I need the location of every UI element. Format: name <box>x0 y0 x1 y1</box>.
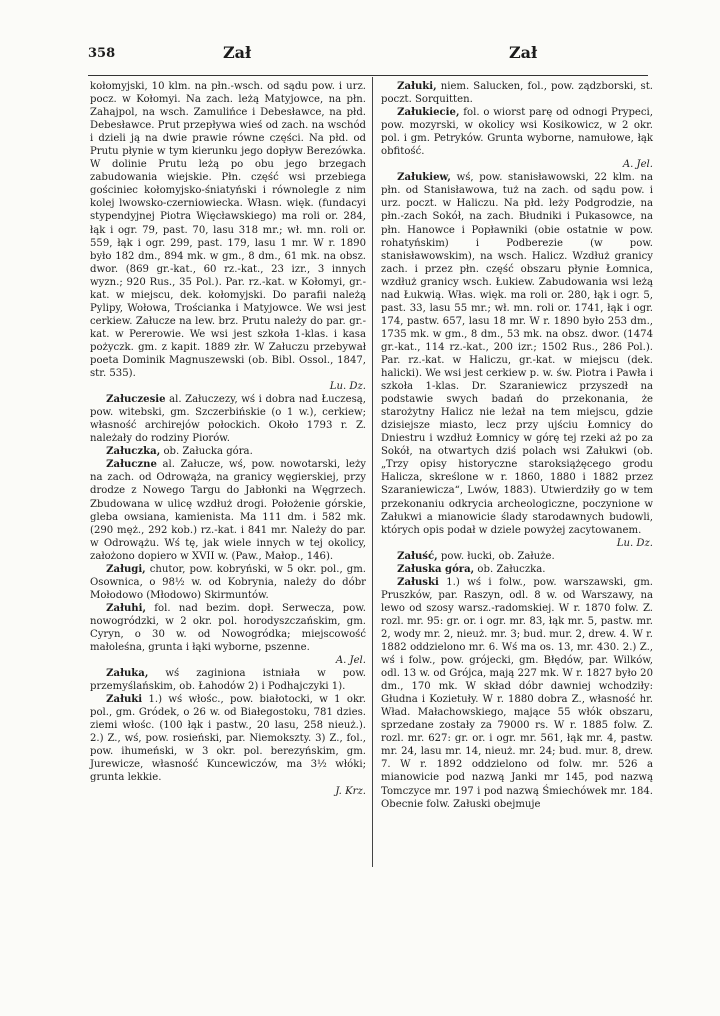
entry-headword: Załuczka, <box>106 446 161 458</box>
page-number: 358 <box>88 46 116 61</box>
running-head-left: Zał <box>223 43 252 62</box>
entry-headword: Załuski <box>397 576 439 588</box>
entry-signature: Lu. Dz. <box>616 537 653 549</box>
entry <box>90 80 366 380</box>
entry <box>381 80 653 106</box>
entry <box>90 458 366 562</box>
entry-headword: Załuska góra, <box>397 563 475 575</box>
entry <box>90 563 366 602</box>
entry <box>381 563 653 576</box>
entry <box>381 576 653 811</box>
entry-headword: Załugi, <box>106 563 146 575</box>
entry-text: fol. nad bezim. dopł. Serwecza, pow. nowogródzki, w 2 okr. pol. horodyszczańskim, gm. Cyryn, o 30 w. od Nowogródka; miejscowość małoleśna, grunta i łąki wyborne, pszenne. <box>90 602 366 654</box>
entry-headword: Załuki, <box>397 81 437 92</box>
right-column <box>381 80 653 811</box>
entry-headword: Załuczesie <box>106 394 166 406</box>
entry-headword: Załuka, <box>106 668 149 680</box>
entry <box>90 393 366 445</box>
entry <box>90 693 366 784</box>
entry <box>90 445 366 458</box>
entry-text: niem. Salucken, fol., pow. ządzborski, st. poczt. Sorquitten. <box>381 81 653 106</box>
entry-text: al. Załucze, wś, pow. nowotarski, leży na zach. od Odrowąża, na granicy węgierskiej, przy drodze z Nowego Targu do Jabłonki na Węgrzech. Zbudowana w ulicę wzdłuż drogi. Położenie górskie, gleba owsiana, kamienista. Ma 111 dm. i 582 mk. (290 męż., 292 kob.) rz.-kat. i 841 mr. Należy do par. w Odrowążu. Wś tę, jak wiele innych w tej okolicy, założono dopiero w XVII w. (Paw., Małop., 146). <box>90 459 366 562</box>
entry-text: ob. Załuczka. <box>477 563 546 575</box>
entry-signature: A. Jel. <box>622 159 653 171</box>
entry <box>381 106 653 158</box>
entry-headword: Załukiecie, <box>397 107 460 119</box>
entry-text: ob. Załucka góra. <box>163 446 253 458</box>
entry <box>381 171 653 536</box>
entry <box>90 667 366 693</box>
entry-headword: Załuczne <box>106 459 157 471</box>
header-rule <box>88 75 648 76</box>
entry-text: al. Załuczezy, wś i dobra nad Łuczesą, pow. witebski, gm. Szczerbińskie (o 1 w.), cerkiew; własność archirejów połockich. Około 1793 r. Z. należały do rodziny Piorów. <box>90 394 366 445</box>
entry-text: 1.) wś włośc., pow. białotocki, w 1 okr. pol., gm. Gródek, o 26 w. od Białegostoku, 781 dzies. ziemi włośc. (100 łąk i pastw., 20 lasu, 258 nieuż.). 2.) Z., wś, pow. rosieński, par. Niemokszty. 3) Z., fol., pow. ihumeński, w 3 okr. pol. berezyńskim, gm. Jurewicze, własność Kuncewiczów, ma 3½ włóki; grunta lekkie. <box>90 694 366 784</box>
entry-text: kołomyjski, 10 klm. na płn.-wsch. od sądu pow. i urz. pocz. w Kołomyi. Na zach. leżą Matyjowce, na płn. Zahajpol, na wsch. Zamulińce i Debesławce, na płd. Debesławce. Prut przepływa wieś od zach. na wschód i dzieli ją na dwie prawie równe części. Na płd. od Prutu płynie w tym kierunku jego dopływ Berezówka. W dolinie Prutu leżą po obu jego brzegach zabudowania wiejskie. Płn. część wsi przebiega gościniec kołomyjsko-śniatyński i równolegle z nim kolej lwowsko-czerniowiecka. Własn. więk. (fundacyi stypendyjnej Piotra Więcławskiego) ma roli or. 284, łąk i ogr. 79, past. 70, lasu 318 mr.; wł. mn. roli or. 559, łąk i ogr. 299, past. 179, lasu 1 mr. W r. 1890 było 182 dm., 894 mk. w gm., 8 dm., 61 mk. na obsz. dwor. (869 gr.-kat., 60 rz.-kat., 23 izr., 3 innych wyzn.; 920 Rus., 35 Pol.). Par. rz.-kat. w Kołomyi, gr.-kat. w miejscu, dek. kołomyjski. Do parafii należą Pylipy, Wołowa, Trościanka i Matyjowce. We wsi jest cerkiew. Załucze na lew. brz. Prutu należy do par. gr.-kat. w Pererowie. We wsi jest szkoła 1-klas. i kasa pożyczk. gm. z kapit. 1889 złr. W Załuczu przebywał poeta Dominik Magnuszewski (ob. Bibl. Ossol., 1847, str. 535). <box>90 81 366 380</box>
entry-text: chutor, pow. kobryński, w 5 okr. pol., gm. Osownica, o 98½ w. od Kobrynia, należy do dóbr Mołodowo (Młodowo) Skirmuntów. <box>90 563 366 601</box>
entry-signature: Lu. Dz. <box>329 381 366 393</box>
entry-text: wś, pow. stanisławowski, 22 klm. na płn. od Stanisławowa, tuż na zach. od sądu pow. i urz. poczt. w Haliczu. Na płd. leży Podgrodzie, na płn.-zach Sokół, na zach. Błudniki i Pukasowce, na płn. Hanowce i Popławniki (obie ostatnie w pow. rohatyńskim) i Podberezie (w pow. stanisławowskim), na wsch. Halicz. Wzdłuż granicy zach. i przez płn. część obszaru płynie Łomnica, wzdłuż granicy wsch. Łukiew. Zabudowania wsi leżą nad Łukwią. Włas. więk. ma roli or. 280, łąk i ogr. 5, past. 33, lasu 55 mr.; wł. mn. roli or. 1741, łąk i ogr. 174, pastw. 657, lasu 18 mr. W r. 1890 było 253 dm., 1735 mk. w gm., 8 dm., 53 mk. na obsz. dwor. (1474 gr.-kat., 114 rz.-kat., 200 izr.; 1502 Rus., 286 Pol.). Par. rz.-kat. w Haliczu, gr.-kat. w miejscu (dek. halicki). We wsi jest cerkiew p. w. św. Piotra i Pawła i szkoła 1-klas. Dr. Szaraniewicz przyszedł na podstawie swych badań do przekonania, że starożytny Halicz nie leżał na tem miejscu, gdzie dzisiejsze miasto, lecz przy ujściu Łomnicy do Dniestru i wzdłuż Łomnicy w górę tej rzeki aż po za Sokół, na otwartych dziś polach wsi Załukwi (ob. „Trzy opisy historyczne staroksiążęcego grodu Halicza, skreślone w r. 1860, 1880 i 1882 przez Szaraniewicza“, Lwów, 1883). Utwierdziły go w tem przekonaniu odkrycia archeologiczne, poczynione w Załukwi a mianowicie ślady starodawnych budowli, których opis podał w dziele powyżej zacytowanem. <box>381 172 653 536</box>
entry-signature: A. Jel. <box>335 655 366 667</box>
entry-text: fol. o wiorst parę od odnogi Prypeci, pow. mozyrski, w okolicy wsi Kosikowicz, w 2 okr. pol. i gm. Petryków. Grunta wyborne, namułowe, łąk obfitość. <box>381 107 653 158</box>
running-head-right: Zał <box>509 43 538 62</box>
entry-headword: Załuhi, <box>106 602 146 614</box>
entry-text: 1.) wś i folw., pow. warszawski, gm. Pruszków, par. Raszyn, odl. 8 w. od Warszawy, na lewo od szosy warsz.-radomskiej. W r. 1870 folw. Z. rozl. mr. 95: gr. or. i ogr. mr. 83, łąk mr. 5, pastw. mr. 2, wody mr. 2, nieuż. mr. 3; bud. mur. 2, drew. 4. W r. 1882 oddzielono mr. 6. Wś ma os. 13, mr. 430. 2.) Z., wś i folw., pow. grójecki, gm. Błędów, par. Wilków, odl. 13 w. od Grójca, mają 227 mk. W r. 1827 było 20 dm., 170 mk. W skład dóbr dawniej wchodziły: Głudna i Kozietuły. W r. 1880 dobra Z., własność hr. Wład. Małachowskiego, mające 55 włók obszaru, sprzedane zostały za 79000 rs. W r. 1885 folw. Z. rozl. mr. 627: gr. or. i ogr. mr. 561, łąk mr. 4, pastw. mr. 24, lasu mr. 14, nieuż. mr. 24; bud. mur. 8, drew. 7. W r. 1892 oddzielono od folw. mr. 526 a mianowicie pod nazwą Janki mr 145, pod nazwą Tomczyce mr. 197 i pod nazwą Śmiechówek mr. 184. Obecnie folw. Załuski obejmuje <box>381 576 653 810</box>
entry-text: wś zaginiona istniała w pow. przemyślańskim, ob. Łahodów 2) i Podhajczyki 1). <box>90 668 366 693</box>
entry <box>90 602 366 654</box>
entry <box>381 550 653 563</box>
entry-headword: Załuść, <box>397 550 438 562</box>
left-column <box>90 80 366 798</box>
entry-headword: Załukiew, <box>397 172 451 184</box>
entry-headword: Załuki <box>106 694 143 706</box>
entry-signature: J. Krz. <box>335 785 366 797</box>
column-divider <box>372 77 373 867</box>
entry-text: pow. łucki, ob. Załuże. <box>440 550 555 562</box>
